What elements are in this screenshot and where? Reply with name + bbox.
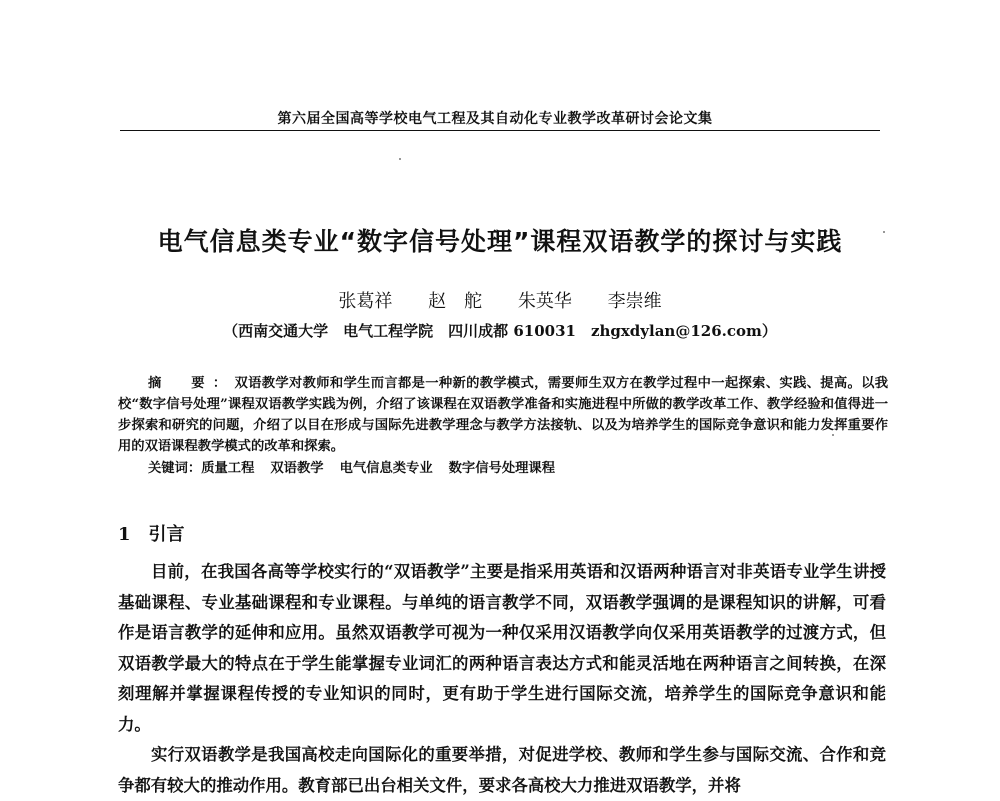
keyword: 数字信号处理课程 [448, 461, 556, 476]
abstract-label: 摘 要： [148, 376, 235, 391]
section-body [118, 557, 886, 801]
author-name: 张葛祥 [338, 291, 393, 312]
keywords [148, 457, 571, 476]
header-rule [120, 130, 880, 131]
section-title: 引言 [148, 524, 185, 545]
paper-title: 电气信息类专业“数字信号处理”课程双语教学的探讨与实践 [157, 227, 843, 256]
scan-speck [399, 158, 401, 160]
affiliation: （西南交通大学 电气工程学院 四川成都 610031 zhgxdylan@126.com） [223, 322, 777, 340]
author-list [100, 287, 900, 313]
body-paragraph: 目前，在我国各高等学校实行的“双语教学”主要是指采用英语和汉语两种语言对非英语专业学生讲授基础课程、专业基础课程和专业课程。与单纯的语言教学不同，双语教学强调的是课程知识的讲解，可看作是语言教学的延伸和应用。虽然双语教学可视为一种仅采用汉语教学向仅采用英语教学的过渡方式，但双语教学最大的特点在于学生能掌握专业词汇的两种语言表达方式和能灵活地在两种语言之间转换，在深刻理解并掌握课程传授的专业知识的同时，更有助于学生进行国际交流，培养学生的国际竞争意识和能力。 [118, 562, 886, 734]
abstract-text: 双语教学对教师和学生而言都是一种新的教学模式，需要师生双方在教学过程中一起探索、实践、提高。以我校“数字信号处理”课程双语教学实践为例，介绍了该课程在双语教学准备和实施进程中所做的教学改革工作、教学经验和值得进一步探索和研究的问题，介绍了以目在形成与国际先进教学理念与教学方法接轨、以及为培养学生的国际竞争意识和能力发挥重要作用的双语课程教学模式的改革和探索。 [118, 376, 889, 454]
author-name: 朱英华 [517, 291, 572, 312]
body-paragraph: 实行双语教学是我国高校走向国际化的重要举措，对促进学校、教师和学生参与国际交流、合作和竞争都有较大的推动作用。教育部已出台相关文件，要求各高校大力推进双语教学，并将 [118, 745, 886, 795]
section-heading [118, 520, 185, 546]
section-number: 1 [118, 524, 131, 545]
keyword: 电气信息类专业 [339, 461, 433, 476]
keyword: 质量工程 [201, 461, 255, 476]
keyword: 双语教学 [270, 461, 324, 476]
author-name: 赵 舵 [428, 291, 483, 312]
abstract [118, 373, 888, 457]
author-name: 李崇维 [607, 291, 662, 312]
keywords-label: 关键词： [148, 461, 202, 476]
running-header: 第六届全国高等学校电气工程及其自动化专业教学改革研讨会论文集 [277, 111, 713, 127]
